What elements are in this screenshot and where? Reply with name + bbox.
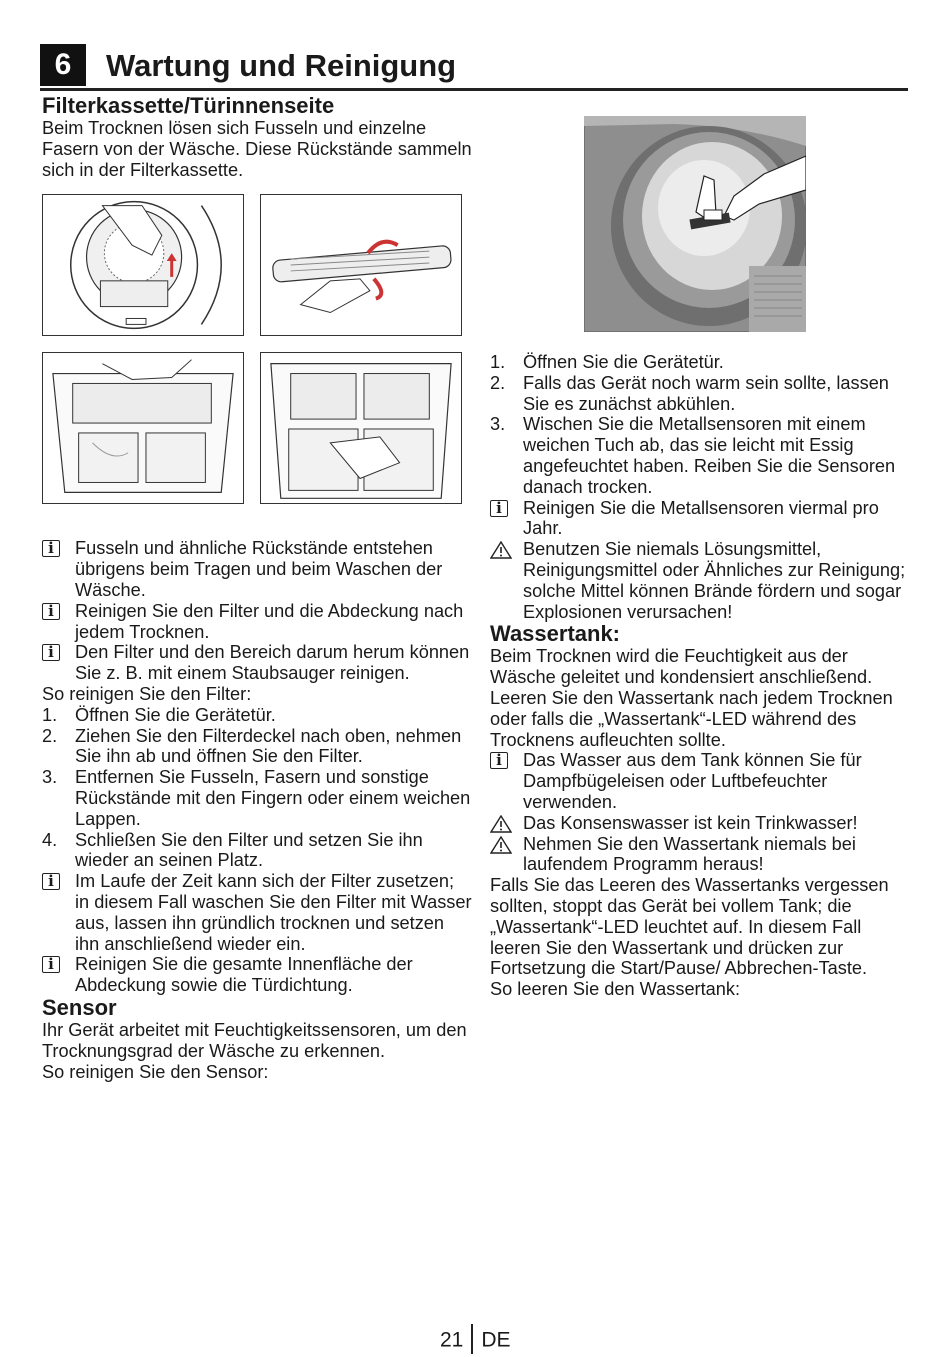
section-heading-tank: Wassertank: (490, 621, 621, 647)
filter-step: 4. Schließen Sie den Filter und setzen Sie ihn wieder an seinen Platz. (42, 829, 423, 871)
warning-triangle-icon (490, 836, 512, 854)
filter-figures (42, 194, 462, 504)
info-icon (42, 956, 60, 973)
filter-intro: Beim Trocknen lösen sich Fusseln und einzelne Fasern von der Wäsche. Diese Rückstände sammeln sich in der Filterkassette. (42, 118, 472, 180)
tank-steps-intro: So leeren Sie den Wassertank: (490, 979, 741, 1000)
info-icon (490, 500, 508, 517)
language-code: DE (481, 1328, 511, 1352)
info-icon (42, 603, 60, 620)
filter-steps-intro: So reinigen Sie den Filter: (42, 683, 252, 704)
note-item: i Fusseln und ähnliche Rückstände entstehen übrigens beim Tragen und beim Waschen der Wäsche. (42, 538, 472, 600)
info-icon (42, 873, 60, 890)
chapter-title: Wartung und Reinigung (106, 48, 457, 83)
warning-triangle-icon (490, 541, 512, 559)
tank-text-2: Falls Sie das Leeren des Wassertanks vergessen sollten, stoppt das Gerät bei vollem Tank; die „Wassertank“-LED leuchtet auf. In diesem Fall leeren Sie den Wassertank und drücken zur Fortsetzung die Start/Pause/ Abbrechen-Taste. (490, 875, 889, 979)
note-item: i Den Filter und den Bereich darum herum können Sie z. B. mit einem Staubsauger reinigen. (42, 642, 472, 684)
filter-step: 3. Entfernen Sie Fusseln, Fasern und sonstige Rückstände mit den Fingern oder einem weichen Lappen. (42, 767, 471, 829)
info-icon (42, 644, 60, 661)
sensor-cleaning-photo (584, 116, 806, 332)
warning-item: Das Konsenswasser ist kein Trinkwasser! (490, 813, 910, 834)
section-heading-sensor: Sensor (42, 994, 117, 1020)
page-number: 21 (440, 1328, 464, 1352)
note-item: i Reinigen Sie den Filter und die Abdeckung nach jedem Trocknen. (42, 601, 472, 643)
figure-filter-open (260, 194, 462, 336)
sensor-step: 2. Falls das Gerät noch warm sein sollte, lassen Sie es zunächst abkühlen. (490, 372, 889, 414)
filter-step: 2. Ziehen Sie den Filterdeckel nach oben, nehmen Sie ihn ab und öffnen Sie den Filter. (42, 725, 462, 767)
left-column (42, 94, 472, 1082)
footer-divider (471, 1324, 473, 1354)
right-column (490, 352, 910, 1000)
sensor-step: 1. Öffnen Sie die Gerätetür. (490, 352, 724, 372)
sensor-steps-intro: So reinigen Sie den Sensor: (42, 1061, 269, 1082)
figure-filter-clean-1 (42, 352, 244, 504)
info-icon (490, 752, 508, 769)
info-icon (42, 540, 60, 557)
note-item: i Das Wasser aus dem Tank können Sie für Dampfbügeleisen oder Luftbefeuchter verwenden. (490, 750, 910, 812)
page-footer (440, 1326, 511, 1356)
warning-triangle-icon (490, 815, 512, 833)
sensor-text: Ihr Gerät arbeitet mit Feuchtigkeitssensoren, um den Trocknungsgrad der Wäsche zu erkennen. (42, 1019, 467, 1061)
tank-text: Beim Trocknen wird die Feuchtigkeit aus der Wäsche geleitet und kondensiert anschließend. Leeren Sie den Wassertank nach jedem Trocknen oder falls die „Wassertank“-LED während des Trocknens aufleuchten sollte. (490, 646, 893, 750)
sensor-step: 3. Wischen Sie die Metallsensoren mit einem weichen Tuch ab, das sie leicht mit Essig angefeuchtet haben. Reiben Sie die Sensoren danach trocken. (490, 414, 896, 497)
chapter-number: 6 (40, 44, 86, 86)
figure-filter-removal (42, 194, 244, 336)
chapter-header (40, 44, 908, 91)
warning-item: Benutzen Sie niemals Lösungsmittel, Reinigungsmittel oder Ähnliches zur Reinigung; solche Mittel können Brände fördern und sogar Explosionen verursachen! (490, 539, 910, 622)
filter-step: 1. Öffnen Sie die Gerätetür. (42, 704, 276, 725)
note-item: i Reinigen Sie die gesamte Innenfläche der Abdeckung sowie die Türdichtung. (42, 954, 472, 996)
figure-filter-clean-2 (260, 352, 462, 504)
section-heading-filter: Filterkassette/Türinnenseite (42, 93, 335, 118)
warning-item: Nehmen Sie den Wassertank niemals bei laufendem Programm heraus! (490, 834, 910, 876)
note-item: i Im Laufe der Zeit kann sich der Filter zusetzen; in diesem Fall waschen Sie den Filter mit Wasser aus, lassen ihn gründlich trocknen und setzen ihn anschließend wieder ein. (42, 871, 472, 954)
note-item: i Reinigen Sie die Metallsensoren viermal pro Jahr. (490, 498, 910, 540)
